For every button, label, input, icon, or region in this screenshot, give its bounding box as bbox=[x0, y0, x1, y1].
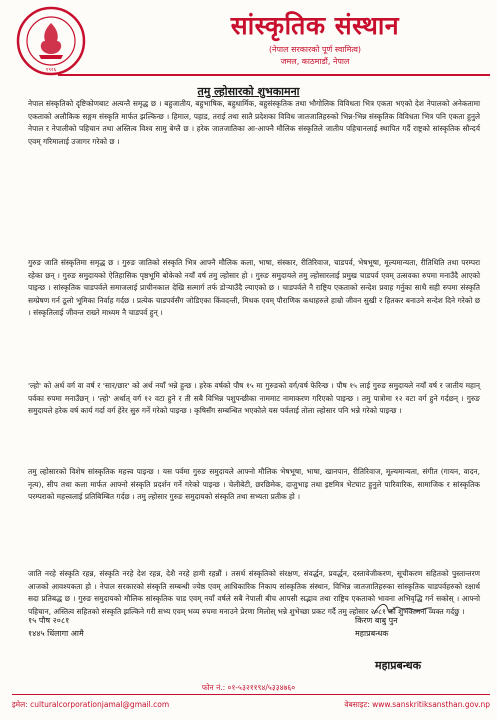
signer-role: महाप्रबन्धक bbox=[355, 629, 389, 638]
paragraph-4: तमु ल्होसारको विशेष सांस्कृतिक महत्त्व पाइन्छ । यस पर्वमा गुरुङ समुदायले आफ्नो मौलिक भेषभूषा, भाषा, खानपान, रीतिरिवाज, मूल्यमान्यता, संगीत (गायन, वादन, नृत्य), सीप तथा कला मार्फत आफ्नो संस्कृति प्रदर्शन गर्ने गरेको पाइन्छ । चेलीबेटी, छरछिमेक, दाजुभाइ तथा इष्टमित्र भेटघाट हुनुले पारिवारिक, सामाजिक र सांस्कृतिक परम्पराको महत्त्वलाई प्रतिबिम्बित गर्दछ । तमु ल्होसार गुरुङ समुदायको संस्कृति तथा सभ्यता प्रतीक हो । bbox=[28, 467, 480, 502]
footer-website[interactable]: वेबसाइट: www.sanskritiksansthan.gov.np bbox=[344, 700, 490, 709]
organization-subtitle: (नेपाल सरकारको पूर्ण स्वामित्व) bbox=[268, 45, 362, 54]
date-tamu: १४४५ धिंलागा आमै bbox=[28, 629, 84, 638]
date-bs: १५ पौष २०८१ bbox=[28, 616, 70, 625]
svg-text:१९२६: १९२६ bbox=[45, 67, 57, 73]
footer-phone: फोन नं.: ०१-५३२११९४/५३३४७६० bbox=[201, 683, 296, 692]
signer-name: किरण बाबु पुन bbox=[355, 616, 398, 625]
footer-contacts bbox=[12, 700, 490, 710]
header-divider bbox=[58, 74, 490, 76]
paragraph-3: 'ल्हो' को अर्थ वर्ग वा वर्ष र 'सार/छार' को अर्थ नयाँ भन्ने हुन्छ । हरेक वर्षको पौष १५ मा गुरुङको वर्ग/वर्ष फेरिन्छ । पौष १५ लाई गुरुङ समुदायले नयाँ वर्ष र जातीय महान् पर्वका रुपमा मनाउँछन् । 'ल्हो' अर्थात् वर्ग १२ वटा हुने र ती सबै विभिन्न पशुपन्छीका नाममाट नामाकरण गरिएको पाइन्छ । तमु पात्रोमा १२ वटा वर्ग हुने गर्दछन् । गुरुङ समुदायले हरेक वर्ष कार्य गर्दा वर्ग हेरेर सुरु गर्ने गरेको पाइन्छ । कृषिसँग सम्बन्धित भएकोले यस पर्वलाई तोला ल्होसार पनि भन्ने गरेको पाइन्छ । bbox=[28, 381, 480, 416]
footer-email[interactable]: इमेल: culturalcorporationjamal@gmail.com bbox=[12, 700, 170, 709]
organization-address: जमल, काठमाडौं, नेपाल bbox=[280, 57, 350, 66]
signer-title-bold: महाप्रबन्धक bbox=[375, 659, 422, 672]
signer-block bbox=[355, 614, 398, 640]
footer-divider bbox=[12, 694, 490, 695]
paragraph-2: गुरुङ जाति संस्कृतिमा समृद्ध छ । गुरुङ जातिको संस्कृति भित्र आफ्नै मौलिक कला, भाषा, संस्कार, रीतिरिवाज, चाडपर्व, भेषभूषा, मूल्यमान्यता, रीतिथिति तथा परम्परा रहेका छन् । गुरुङ समुदायको ऐतिहासिक पृष्ठभूमि बोकेको नयाँ वर्ष तमु ल्होसार हो । गुरुङ समुदायले तमु ल्होसारलाई प्रमुख चाडपर्व एवम् उत्सवका रुपमा मनाउँदै आएको पाइन्छ । सांस्कृतिक चाडपर्वले समाजलाई प्राचीनकाल देखि सत्मार्ग तर्फ डोऱ्याउँदै ल्याएको छ । चाडपर्वले नै राष्ट्रिय एकताको सन्देश प्रवाह गर्नुका साथै सही रुपमा संस्कृति सम्प्रेषण गर्न ठूलो भूमिका निर्वाह गर्दछ । प्रत्येक चाडपर्वसँग जोडिएका किंवदन्ती, मिथक एवम् पौराणिक कथाहरुले हाम्रो जीवन सुखी र हितकर बनाउने सन्देश दिने गरेको छ । संस्कृतिलाई जीवन्त राख्ने माध्यम नै चाडपर्व हुन् । bbox=[28, 258, 480, 318]
document-title: तमु ल्होसारको शुभकामना bbox=[197, 85, 300, 98]
date-block bbox=[28, 614, 84, 640]
organization-seal-logo bbox=[15, 5, 87, 77]
organization-name: सांस्कृतिक संस्थान bbox=[230, 11, 400, 40]
paragraph-5: जाति नरहे संस्कृति रहन्न, संस्कृति नरहे देश रहन्न, देशै नरहे हामी रहन्नौं । तसर्थ संस्कृतिको संरक्षण, संवर्द्धन, प्रवर्द्धन, दस्तावेजीकरण, सूचीकरण सहितको पुस्तान्तरण आजको आवश्यकता हो । नेपाल सरकारको संस्कृति सम्बन्धी ज्येष्ठ एवम् आधिकारिक निकाय सांस्कृतिक संस्थान, विभिन्न जातजातिहरुका सांस्कृतिक चाडपर्वहरुको रक्षार्थ सदा प्रतिबद्ध छ । गुरुङ समुदायको मौलिक सांस्कृतिक चाड एवम् नयाँ वर्षले सबै नेपाली बीच आपसी सद्भाव तथा राष्ट्रिय एकताको भावना अभिवृद्धि गर्न सकोस् । आफ्नो पहिचान, अस्तित्व सहितको संस्कृति झल्किने गरी सभ्य एवम् भव्य रुपमा मनाउने प्रेरणा मिलोस् भन्ने शुभेच्छा प्रकट गर्दै तमु ल्होसार २०८१ को शुभकामना व्यक्त गर्दछु । bbox=[28, 569, 480, 616]
paragraph-1: नेपाल संस्कृतिको दृष्टिकोणबाट अत्यन्तै समृद्ध छ । बहुजातीय, बहुभाषिक, बहुधार्मिक, बहुसंस्कृतिक तथा भौगोलिक विविधता भित्र एकता भएको देश नेपालको अनेकतामा एकताको अलौकिक सङ्गम संस्कृति मार्फत झल्किन्छ । हिमाल, पहाड, तराई तथा सातै प्रदेशका विविध जातजातिहरुको भिन्न-भिन्न संस्कृतिक विविधता भित्र पनि एकता हुनुले नेपाल र नेपालीको पहिचान तथा अस्तित्व विश्व सामु बेग्लै छ । हरेक जातजातिका आ-आफ्नै मौलिक संस्कृतिले जातीय पहिचानलाई स्थापित गर्दै राष्ट्रको सांस्कृतिक सौन्दर्य एवम् गरिमालाई उजागर गरेको छ । bbox=[28, 99, 480, 146]
